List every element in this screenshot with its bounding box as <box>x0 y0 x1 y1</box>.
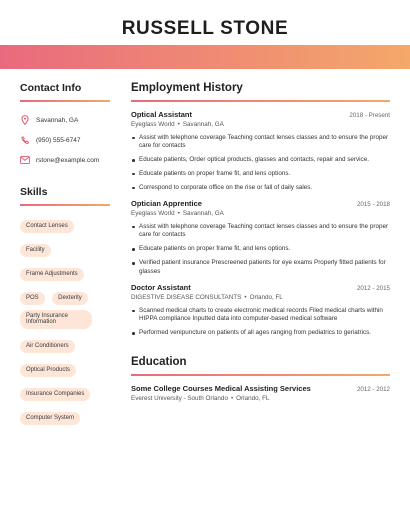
job-bullet: Verified patient insurance Prescreened patients for eye exams Properly fitted patients for glasses <box>131 259 390 277</box>
job-title: Optical Assistant <box>131 109 192 119</box>
phone-icon <box>20 135 30 145</box>
education-date: 2012 - 2012 <box>356 385 390 393</box>
skill-chip: Frame Adjustments <box>20 268 84 281</box>
skill-chip: Facility <box>20 244 51 257</box>
job-company-line: DIGESTIVE DISEASE CONSULTANTS • Orlando, FL <box>131 293 283 301</box>
job-bullet: Performed venipuncture on patients of all ages ranging from pediatrics to geriatrics. <box>131 329 390 338</box>
job-company-line: Eyeglass World • Savannah, GA <box>131 120 224 128</box>
degree-title: Some College Courses Medical Assisting Services <box>131 383 311 393</box>
contact-location-text: Savannah, GA <box>36 116 79 124</box>
job-company: Eyeglass World <box>131 120 175 128</box>
job-company: Eyeglass World <box>131 209 175 217</box>
skill-chip: Optical Products <box>20 364 76 377</box>
education-rule <box>131 374 390 376</box>
job-title: Optician Apprentice <box>131 198 202 208</box>
job-date: 2012 - 2015 <box>356 284 390 292</box>
job-bullet: Scanned medical charts to create electronic medical records Filed medical charts within HIPPA compliance Inputted data into computer-based medical software <box>131 307 390 325</box>
skill-chip: Contact Lenses <box>20 220 74 233</box>
school-name: Everest University - South Orlando <box>131 394 228 402</box>
skills-list <box>20 214 110 430</box>
job-title-banner: Optical Assistant <box>166 7 244 17</box>
education-heading: Education <box>131 356 187 369</box>
skill-chip: Air Conditioners <box>20 340 75 353</box>
contact-rule <box>20 100 110 102</box>
school-line: Everest University - South Orlando • Orlando, FL <box>131 394 270 402</box>
job-company-line: Eyeglass World • Savannah, GA <box>131 209 224 217</box>
skills-heading: Skills <box>20 186 48 198</box>
job-entry <box>131 110 390 193</box>
job-bullets <box>131 307 390 338</box>
job-bullets <box>131 134 390 193</box>
email-icon <box>20 155 30 165</box>
job-date: 2015 - 2018 <box>356 200 390 208</box>
right-column <box>131 82 390 408</box>
contact-location <box>20 110 110 130</box>
job-bullet: Educate patients, Order optical products, glasses and contacts, repair and service. <box>131 156 390 165</box>
skills-rule <box>20 204 110 206</box>
job-location: Orlando, FL <box>249 293 283 301</box>
education-entry <box>131 384 390 402</box>
employment-heading: Employment History <box>131 82 243 94</box>
job-bullets <box>131 223 390 277</box>
skill-chip: Dexterity <box>52 292 88 305</box>
candidate-name: RUSSELL STONE <box>121 18 289 39</box>
location-pin-icon <box>20 115 30 125</box>
job-date: 2018 - Present <box>349 111 390 119</box>
employment-rule <box>131 100 390 102</box>
skill-chip: POS <box>20 292 45 305</box>
job-location: Savannah, GA <box>182 120 224 128</box>
contact-phone-text: (950) 555-6747 <box>36 136 81 144</box>
job-bullet: Educate patients on proper frame fit, and lens options. <box>131 170 390 179</box>
job-company: DIGESTIVE DISEASE CONSULTANTS <box>131 293 242 301</box>
job-entry <box>131 199 390 277</box>
skill-chip: Insurance Companies <box>20 388 90 401</box>
job-entry <box>131 283 390 338</box>
skill-chip: Party Insurance Information <box>20 310 92 330</box>
job-bullet: Educate patients on proper frame fit, and lens options. <box>131 245 390 254</box>
job-bullet: Assist with telephone coverage Teaching contact lenses classes and to ensure the proper care for contacts <box>131 223 390 241</box>
contact-phone <box>20 130 110 150</box>
job-bullet: Correspond to corporate office on the rise or fall of daily sales. <box>131 184 390 193</box>
left-column <box>20 82 110 430</box>
contact-email-text[interactable]: rstone@example.com <box>36 156 100 164</box>
school-location: Orlando, FL <box>236 394 270 402</box>
contact-heading: Contact Info <box>20 82 82 94</box>
title-band <box>0 45 410 69</box>
job-bullet: Assist with telephone coverage Teaching contact lenses classes and to ensure the proper care for contacts <box>131 134 390 152</box>
contact-email[interactable] <box>20 150 110 170</box>
job-location: Savannah, GA <box>182 209 224 217</box>
job-title: Doctor Assistant <box>131 282 191 292</box>
skill-chip: Computer System <box>20 412 80 425</box>
